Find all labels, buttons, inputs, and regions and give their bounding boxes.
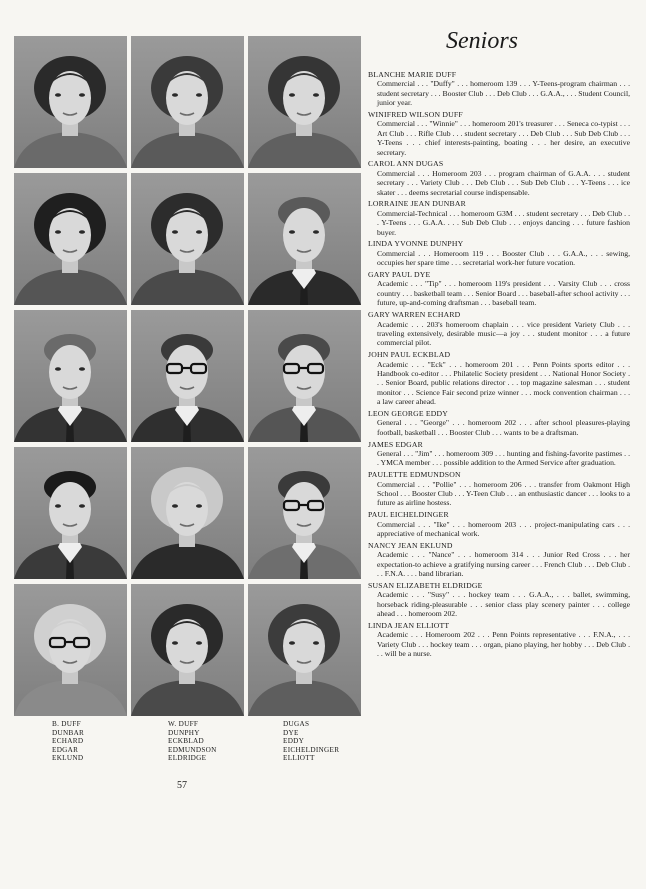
portrait-name: DUNBAR xyxy=(52,728,85,737)
name-column-1 xyxy=(52,720,84,763)
portrait-name: EKLUND xyxy=(52,754,84,763)
portrait-photo xyxy=(14,173,127,305)
portrait-name: EDGAR xyxy=(52,745,79,754)
page-number: 57 xyxy=(177,780,187,791)
bio-text: Academic . . . "Nance" . . . homeroom 314 . . . Junior Red Cross . . . her expectation-to achieve a gratifying nursing career . . . French Club . . . Deb Club . . . F.N.A. . . . band librarian. xyxy=(377,550,630,578)
senior-bio xyxy=(368,470,630,508)
portrait-name: EICHELDINGER xyxy=(283,745,340,754)
portrait-photo xyxy=(14,447,127,579)
senior-bio xyxy=(368,310,630,348)
bio-name: LEON GEORGE EDDY xyxy=(368,408,449,418)
portrait-photo xyxy=(248,447,361,579)
portrait-grid xyxy=(14,36,361,716)
portrait-photo xyxy=(131,447,244,579)
portrait-photo xyxy=(248,584,361,716)
bio-text: Commercial . . . "Winnie" . . . homeroom 201's treasurer . . . Seneca co-typist . . . Art Club . . . Rifle Club . . . student secretary . . . Deb Club . . . Sub Deb Club . . . Y-Teens . . . chief interests-painting, boating . . . her desire, an executive secretary. xyxy=(377,119,630,157)
bio-name: PAULETTE EDMUNDSON xyxy=(368,470,461,480)
senior-bio xyxy=(368,510,630,538)
name-column-2 xyxy=(168,720,217,763)
senior-bios-list xyxy=(368,70,630,661)
portrait-name: ELDRIDGE xyxy=(168,754,207,763)
senior-bio xyxy=(368,159,630,197)
portrait-name: ECHARD xyxy=(52,737,84,746)
senior-bio xyxy=(368,239,630,267)
portrait-photo xyxy=(131,36,244,168)
bio-text: Commercial . . . Homeroom 119 . . . Booster Club . . . G.A.A., . . . sewing, occupies her spare time . . . secretarial work-her future vocation. xyxy=(377,248,630,268)
portrait-name: EDDY xyxy=(283,737,305,746)
bio-text: Commercial . . . Homeroom 203 . . . program chairman of G.A.A. . . . student secretary . . . Variety Club . . . Deb Club . . . Sub Deb Club . . . Y-Teens . . . ice skater . . . deems secretarial course indispensable. xyxy=(377,168,630,197)
senior-bio xyxy=(368,581,630,619)
bio-name: LORRAINE JEAN DUNBAR xyxy=(368,199,466,209)
portrait-photo xyxy=(131,310,244,442)
portrait-name: EDMUNDSON xyxy=(168,745,217,754)
senior-bio xyxy=(368,270,630,308)
portrait-photo xyxy=(248,36,361,168)
portrait-name: DUNPHY xyxy=(168,728,200,737)
portrait-name: ECKBLAD xyxy=(168,737,205,746)
bio-text: Commercial-Technical . . . homeroom G3M . . . student secretary . . . Deb Club . . . Y-Teens . . . G.A.A. . . . Sub Deb Club . . . enjoys dancing . . . future fashion buyer. xyxy=(377,208,630,237)
senior-bio xyxy=(368,409,630,437)
portrait-photo xyxy=(14,36,127,168)
bio-name: JAMES EDGAR xyxy=(368,439,423,449)
bio-text: General . . . "Jim" . . . homeroom 309 . . . hunting and fishing-favorite pastimes . . . YMCA member . . . possible addition to the Armed Service after graduation. xyxy=(377,448,630,468)
bio-name: LINDA YVONNE DUNPHY xyxy=(368,239,464,249)
bio-name: CAROL ANN DUGAS xyxy=(368,159,444,169)
senior-bio xyxy=(368,541,630,579)
portrait-photo xyxy=(14,310,127,442)
bio-name: BLANCHE MARIE DUFF xyxy=(368,70,457,79)
bio-name: LINDA JEAN ELLIOTT xyxy=(368,620,450,630)
senior-bio xyxy=(368,199,630,237)
section-title: Seniors xyxy=(446,28,518,54)
portrait-photo xyxy=(14,584,127,716)
bio-name: WINIFRED WILSON DUFF xyxy=(368,110,463,120)
senior-bio xyxy=(368,350,630,406)
portrait-name: DYE xyxy=(283,728,299,737)
bio-text: Commercial . . . "Ike" . . . homeroom 203 . . . project-manipulating cars . . . appreciative of mechanical work. xyxy=(377,519,630,538)
bio-name: SUSAN ELIZABETH ELDRIDGE xyxy=(368,580,483,590)
portrait-name: DUGAS xyxy=(283,720,310,728)
bio-name: GARY PAUL DYE xyxy=(368,270,431,280)
senior-bio xyxy=(368,110,630,157)
bio-text: Academic . . . "Tip" . . . homeroom 119's president . . . Varsity Club . . . cross country . . . basketball team . . . Senior Board . . . baseball-after school activity . . . future, up-and-coming draftsman . . . baseball team. xyxy=(377,279,630,308)
bio-name: JOHN PAUL ECKBLAD xyxy=(368,350,451,360)
portrait-name: W. DUFF xyxy=(168,720,199,728)
senior-bio xyxy=(368,70,630,108)
bio-text: Academic . . . "Eck" . . . homeroom 201 . . . Penn Points sports editor . . . Handbook co-editor . . . Philatelic Society president . . . National Honor Society . . . Senior Board, public relations director . . . top magazine salesman . . . student monitor . . . Science Fair second prize winner . . . mock convention chairman . . . a law career ahead. xyxy=(377,359,630,407)
senior-bio xyxy=(368,621,630,659)
bio-text: Academic . . . 203's homeroom chaplain . . . vice president Variety Club . . . traveling extensively, desirable music—a joy . . . student monitor . . . a future commercial pilot. xyxy=(377,319,630,348)
name-column-3 xyxy=(283,720,339,763)
bio-text: Commercial . . . "Duffy" . . . homeroom 139 . . . Y-Teens-program chairman . . . student secretary . . . Booster Club . . . Deb Club . . . G.A.A., . . . Student Council, junior year. xyxy=(377,79,630,108)
bio-text: Commercial . . . "Pollie" . . . homeroom 206 . . . transfer from Oakmont High School . . . Booster Club . . . Y-Teen Club . . . an enthusiastic dancer . . . looks to a future as airline hostess. xyxy=(377,479,630,508)
bio-text: General . . . "George" . . . homeroom 202 . . . after school pleasures-playing football, basketball . . . Booster Club . . . wants to be a draftsman. xyxy=(377,418,630,437)
senior-bio xyxy=(368,440,630,468)
portrait-photo xyxy=(131,173,244,305)
bio-text: Academic . . . Homeroom 202 . . . Penn Points representative . . . F.N.A., . . . Variety Club . . . hockey team . . . organ, piano playing, her hobby . . . Deb Club . . . will be a nurse. xyxy=(377,630,630,659)
portrait-name: ELLIOTT xyxy=(283,754,315,763)
bio-name: GARY WARREN ECHARD xyxy=(368,310,461,320)
portrait-photo xyxy=(248,173,361,305)
portrait-photo xyxy=(131,584,244,716)
portrait-photo xyxy=(248,310,361,442)
bio-text: Academic . . . "Susy" . . . hockey team . . . G.A.A., . . . ballet, swimming, horseback riding-pleasurable . . . senior class play scenery painter . . . college ahead . . . homeroom 202. xyxy=(377,590,630,619)
bio-name: PAUL EICHELDINGER xyxy=(368,510,449,520)
bio-name: NANCY JEAN EKLUND xyxy=(368,540,453,550)
portrait-name: B. DUFF xyxy=(52,720,81,728)
